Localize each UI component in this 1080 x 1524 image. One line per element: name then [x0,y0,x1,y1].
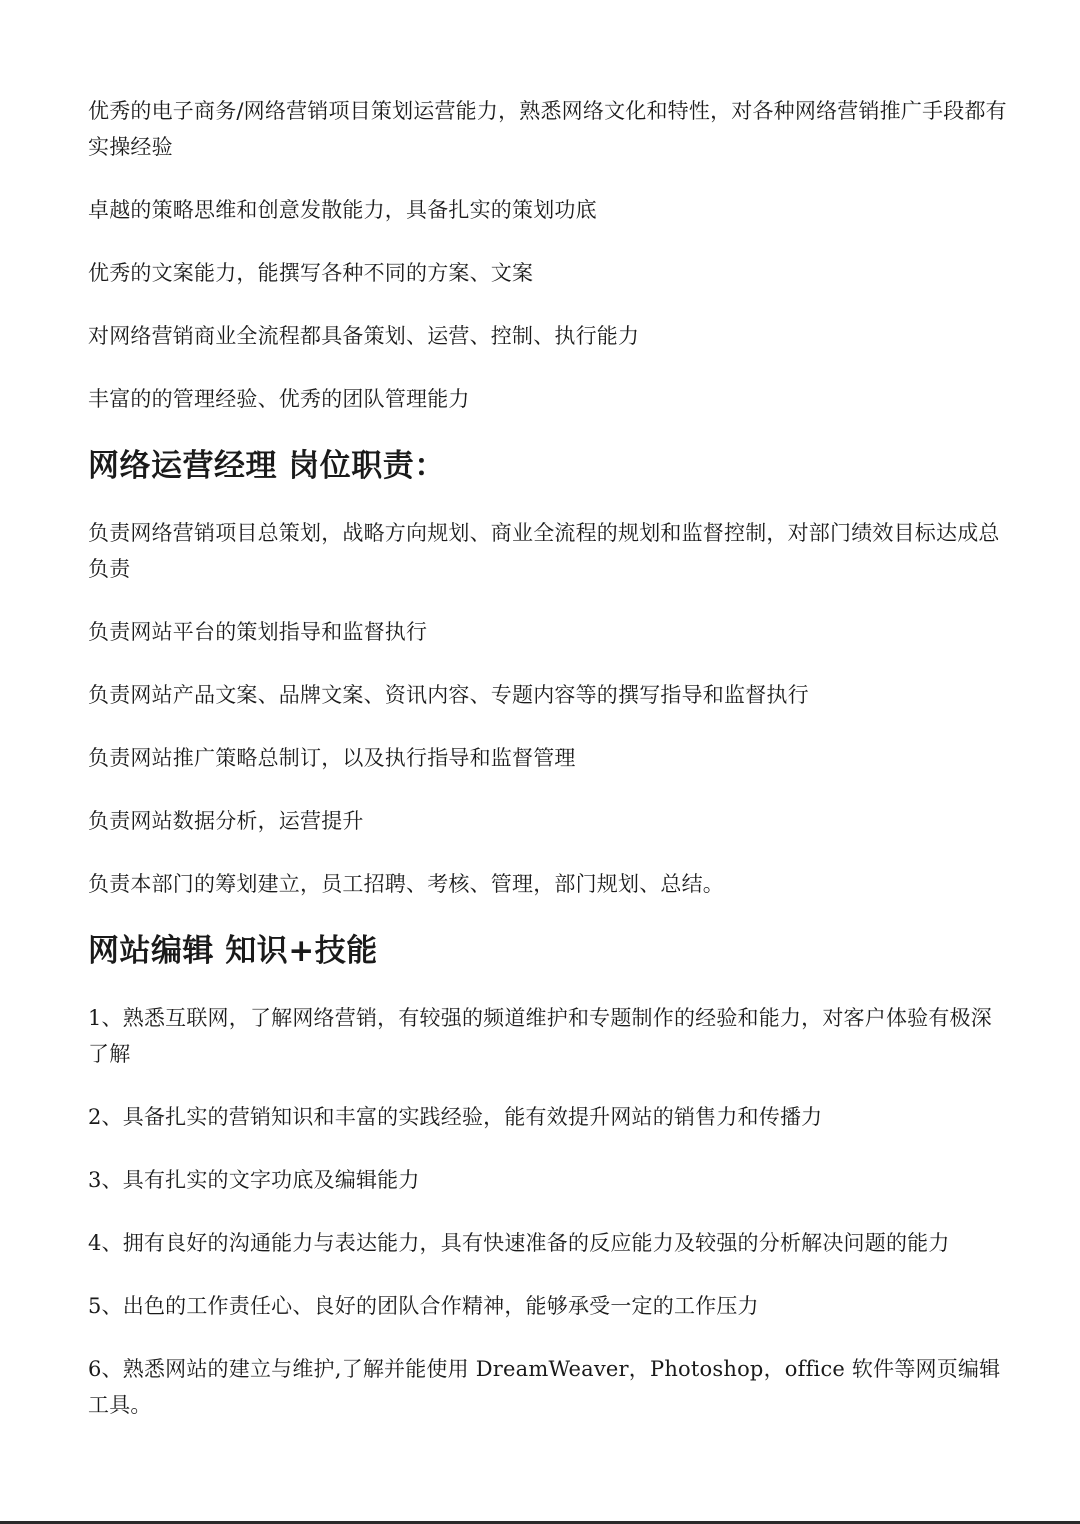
requirement-item: 丰富的的管理经验、优秀的团队管理能力 [88,387,470,411]
skill-item: 1、熟悉互联网，了解网络营销，有较强的频道维护和专题制作的经验和能力，对客户体验有极深了解 [88,1006,992,1066]
skill-item: 4、拥有良好的沟通能力与表达能力，具有快速准备的反应能力及较强的分析解决问题的能力 [88,1231,950,1255]
duty-item: 负责网站推广策略总制订，以及执行指导和监督管理 [88,746,576,770]
duty-item: 负责网站平台的策划指导和监督执行 [88,620,428,644]
requirement-item: 优秀的文案能力，能撰写各种不同的方案、文案 [88,261,534,285]
requirement-item: 对网络营销商业全流程都具备策划、运营、控制、执行能力 [88,324,640,348]
skill-item: 5、出色的工作责任心、良好的团队合作精神，能够承受一定的工作压力 [88,1294,759,1318]
skill-item: 2、具备扎实的营销知识和丰富的实践经验，能有效提升网站的销售力和传播力 [88,1105,823,1129]
duty-item: 负责网络营销项目总策划，战略方向规划、商业全流程的规划和监督控制，对部门绩效目标达成总负责 [88,521,1000,581]
skill-item: 6、熟悉网站的建立与维护,了解并能使用 DreamWeaver，Photoshop，office 软件等网页编辑工具。 [88,1357,1001,1417]
requirement-item: 优秀的电子商务/网络营销项目策划运营能力，熟悉网络文化和特性，对各种网络营销推广手段都有实操经验 [88,99,1007,159]
duty-item: 负责网站产品文案、品牌文案、资讯内容、专题内容等的撰写指导和监督执行 [88,683,809,707]
duty-item: 负责本部门的筹划建立，员工招聘、考核、管理，部门规划、总结。 [88,872,724,896]
section-heading-operations-manager: 网络运营经理 岗位职责： [88,448,446,484]
requirement-item: 卓越的策略思维和创意发散能力，具备扎实的策划功底 [88,198,597,222]
section-heading-website-editor: 网站编辑 知识+技能 [88,933,378,969]
document-content [88,93,1008,1450]
skill-item: 3、具有扎实的文字功底及编辑能力 [88,1168,420,1192]
duty-item: 负责网站数据分析，运营提升 [88,809,364,833]
